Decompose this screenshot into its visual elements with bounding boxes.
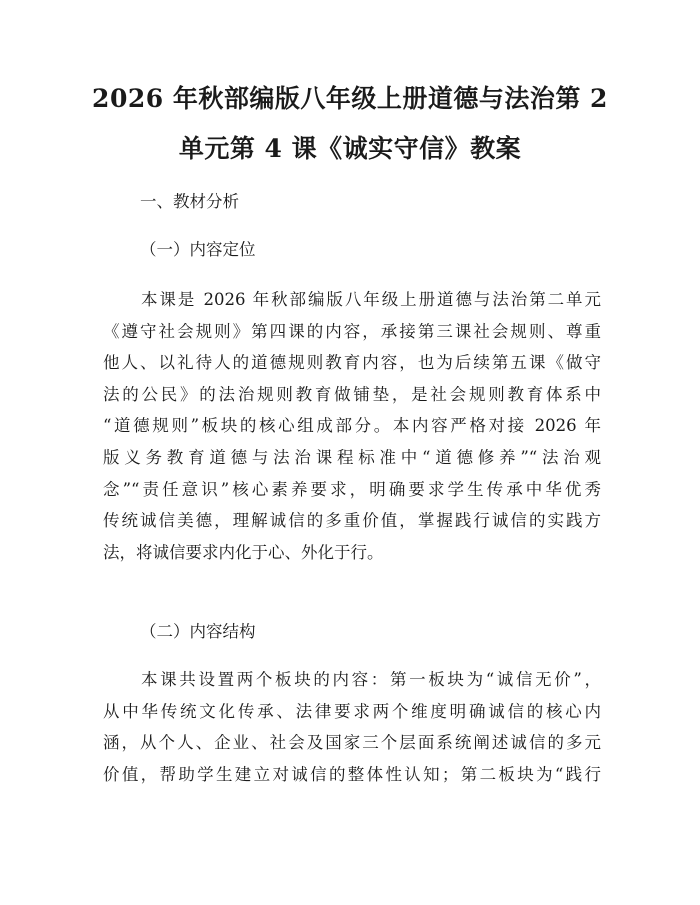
subsection-heading-content-structure: （二）内容结构 (140, 622, 256, 641)
paragraph-line: 法，将诚信要求内化于心、外化于行。 (103, 542, 384, 562)
paragraph-content-structure (103, 664, 601, 790)
paragraph-content-positioning (103, 284, 601, 568)
paragraph-line: 本课共设置两个板块的内容：第一板块为“诚信无价”， (141, 670, 601, 689)
paragraph-line: 《遵守社会规则》第四课的内容，承接第三课社会规则、尊重 (103, 321, 601, 341)
paragraph-line: 从中华传统文化传承、法律要求两个维度明确诚信的核心内 (103, 701, 601, 721)
paragraph-line: “道德规则”板块的核心组成部分。本内容严格对接 2026 年 (103, 416, 601, 436)
document-title-line-1: 2026 年秋部编版八年级上册道德与法治第 2 (92, 84, 608, 113)
paragraph-line: 他人、以礼待人的道德规则教育内容，也为后续第五课《做守 (103, 353, 601, 373)
paragraph-line: 传统诚信美德，理解诚信的多重价值，掌握践行诚信的实践方 (103, 511, 601, 531)
paragraph-line: 版义务教育道德与法治课程标准中“道德修养”“法治观 (103, 447, 601, 467)
paragraph-line: 法的公民》的法治规则教育做铺垫，是社会规则教育体系中 (103, 384, 601, 404)
paragraph-line: 本课是 2026 年秋部编版八年级上册道德与法治第二单元 (141, 290, 601, 309)
document-title-line-2: 单元第 4 课《诚实守信》教案 (178, 134, 522, 163)
paragraph-line: 涵，从个人、企业、社会及国家三个层面系统阐述诚信的多元 (103, 733, 601, 753)
section-heading-teaching-material-analysis: 一、教材分析 (140, 192, 239, 211)
paragraph-line: 价值，帮助学生建立对诚信的整体性认知；第二板块为“践行 (103, 764, 601, 784)
subsection-heading-content-positioning: （一）内容定位 (140, 240, 256, 259)
paragraph-line: 念”“责任意识”核心素养要求，明确要求学生传承中华优秀 (103, 479, 601, 499)
